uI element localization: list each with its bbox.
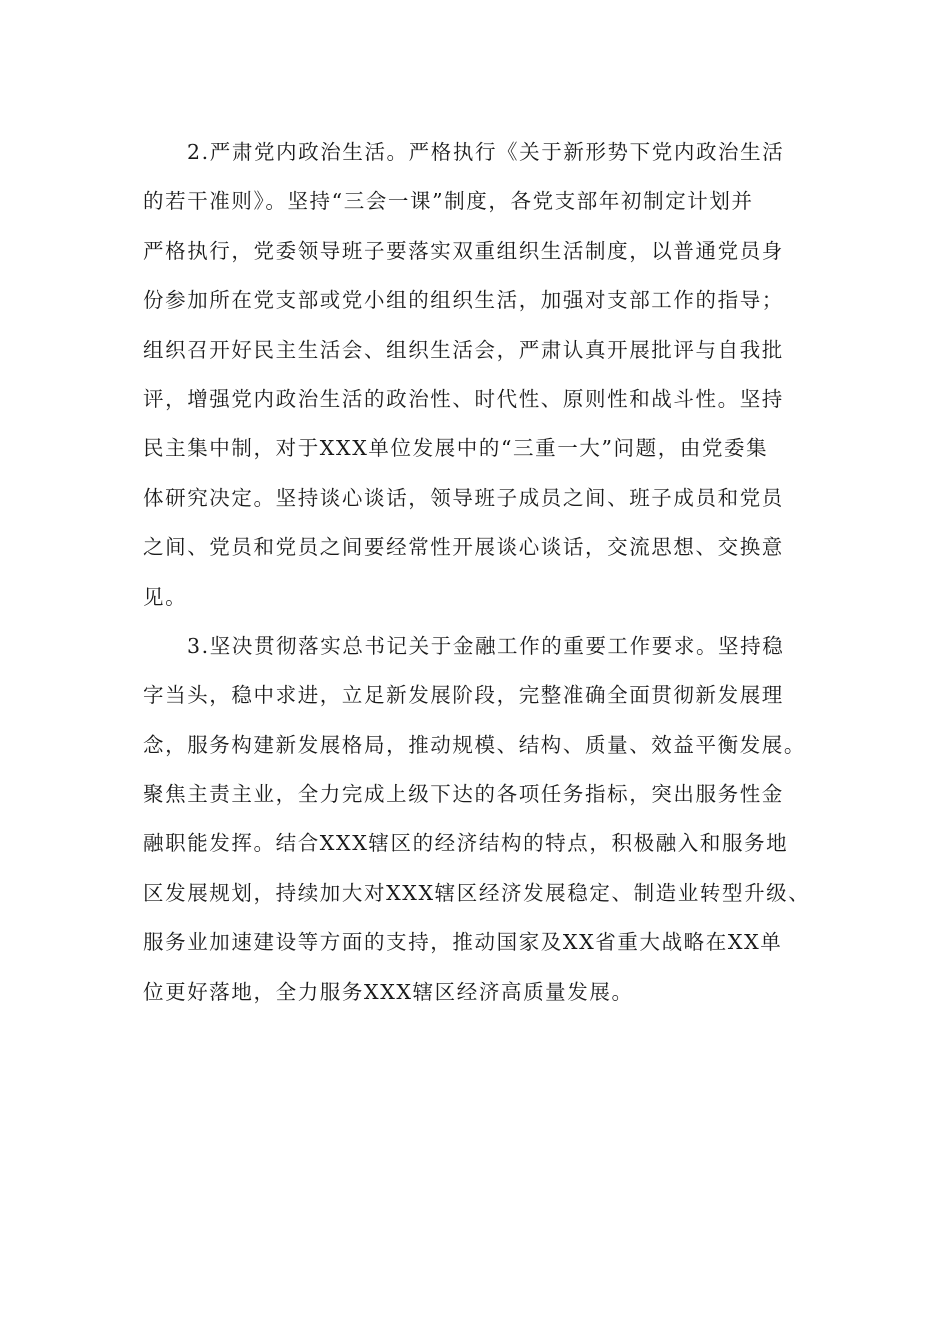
- text-line: 见。: [143, 584, 188, 609]
- text-line: 民主集中制，对于XXX单位发展中的“三重一大”问题，由党委集: [143, 436, 769, 461]
- text-line: 字当头，稳中求进，立足新发展阶段，完整准确全面贯彻新发展理: [143, 683, 784, 708]
- text-line: 评，增强党内政治生活的政治性、时代性、原则性和战斗性。坚持: [143, 386, 784, 411]
- text-line: 3.坚决贯彻落实总书记关于金融工作的重要工作要求。坚持稳: [187, 633, 785, 658]
- text-line: 严格执行，党委领导班子要落实双重组织生活制度，以普通党员身: [143, 238, 784, 263]
- text-line: 之间、党员和党员之间要经常性开展谈心谈话，交流思想、交换意: [143, 535, 784, 560]
- text-line: 的若干准则》。坚持“三会一课”制度，各党支部年初制定计划并: [143, 189, 754, 214]
- text-line: 份参加所在党支部或党小组的组织生活，加强对支部工作的指导；: [143, 288, 784, 313]
- text-line: 融职能发挥。结合XXX辖区的经济结构的特点，积极融入和服务地: [143, 831, 789, 856]
- text-line: 位更好落地，全力服务XXX辖区经济高质量发展。: [143, 979, 634, 1004]
- text-line: 聚焦主责主业，全力完成上级下达的各项任务指标，突出服务性金: [143, 782, 784, 807]
- text-line: 服务业加速建设等方面的支持，推动国家及XX省重大战略在XX单: [143, 930, 783, 955]
- paragraph-3: [143, 622, 823, 1017]
- text-line: 体研究决定。坚持谈心谈话，领导班子成员之间、班子成员和党员: [143, 485, 784, 510]
- document-body: [143, 128, 823, 1017]
- text-line: 念，服务构建新发展格局，推动规模、结构、质量、效益平衡发展。: [143, 732, 806, 757]
- text-line: 2.严肃党内政治生活。严格执行《关于新形势下党内政治生活: [187, 140, 785, 164]
- text-line: 区发展规划，持续加大对XXX辖区经济发展稳定、制造业转型升级、: [143, 880, 811, 905]
- paragraph-2: [143, 128, 823, 622]
- text-line: 组织召开好民主生活会、组织生活会，严肃认真开展批评与自我批: [143, 337, 784, 362]
